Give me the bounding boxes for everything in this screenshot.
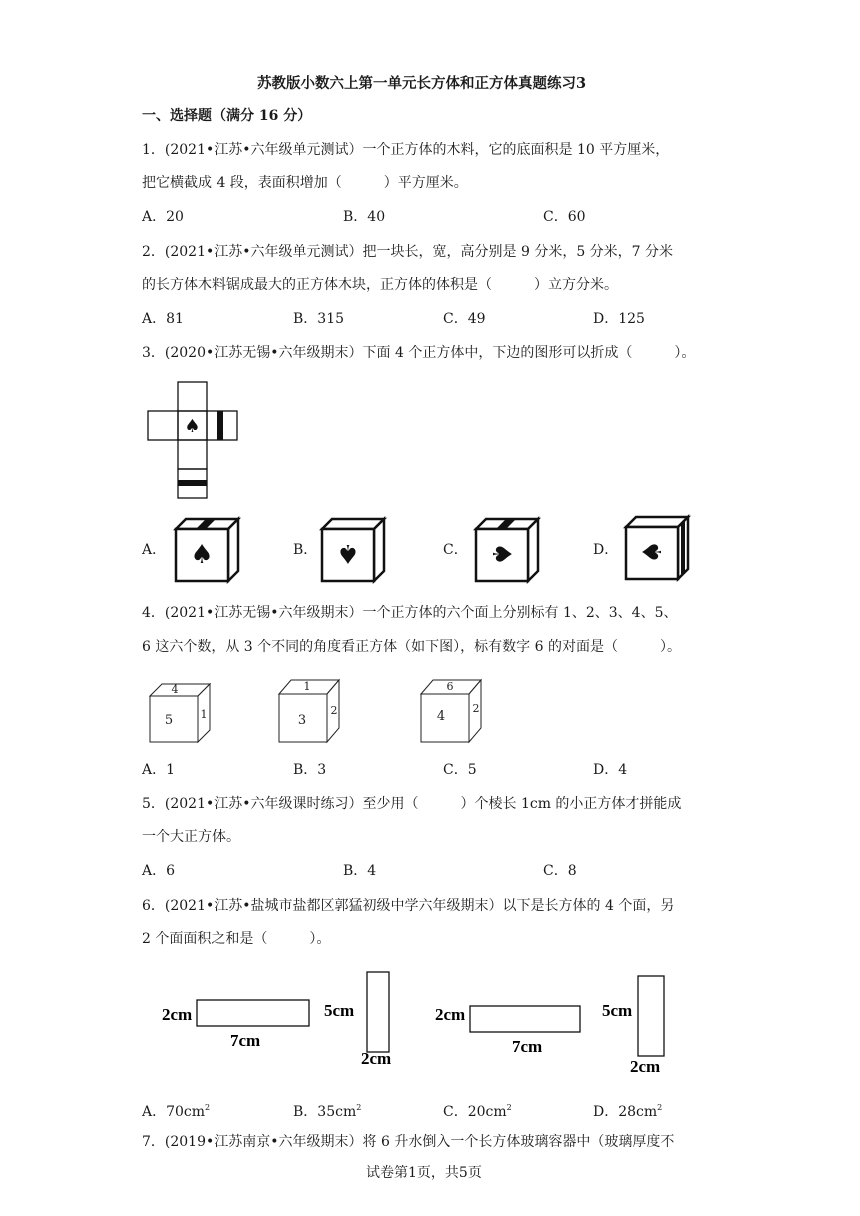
question-7-line-1: 7．(2019•江苏南京•六年级期末）将 6 升水倒入一个长方体玻璃容器中（玻璃厚度不: [142, 1134, 675, 1150]
question-2-line-1: 2．(2021•江苏•六年级单元测试）把一块长，宽，高分别是 9 分米，5 分米，7 分米: [142, 244, 674, 260]
cube-3-front-number: 4: [436, 709, 446, 724]
cube-1-top-number: 4: [171, 683, 179, 696]
cube-1-front-number: 5: [164, 713, 174, 728]
q3-cube-c: [472, 517, 540, 583]
question-1-line-2: 把它横截成 4 段，表面积增加（ ）平方厘米。: [142, 175, 468, 191]
q3-cube-a: [172, 517, 240, 583]
q3-cube-b: [318, 517, 386, 583]
q6-option-a[interactable]: A．$70cm^2$: [142, 1103, 211, 1120]
face-2x7-a: [197, 1000, 309, 1026]
q4-option-a[interactable]: A．1: [142, 762, 176, 778]
cube-2-front-number: 3: [297, 713, 307, 728]
cube-2-side-number: 2: [330, 704, 338, 717]
q2-option-b[interactable]: B．315: [293, 311, 345, 327]
q3-option-d[interactable]: D．: [593, 542, 619, 558]
svg-text:♠: ♠: [336, 538, 360, 568]
q3-option-c[interactable]: C．: [443, 542, 468, 558]
rectangle-faces-figure: [150, 966, 690, 1078]
q2-option-d[interactable]: D．125: [593, 311, 645, 327]
question-1-line-1: 1．(2021•江苏•六年级单元测试）一个正方体的木料，它的底面积是 10 平方厘米，: [142, 142, 670, 158]
number-cube-1: [148, 682, 214, 744]
label-2cm-a: 2cm: [162, 1005, 193, 1024]
q1-option-c[interactable]: C．60: [543, 209, 586, 225]
label-2cm-c: 2cm: [435, 1005, 466, 1024]
q5-option-a[interactable]: A．6: [142, 863, 176, 879]
q3-option-b[interactable]: B．: [293, 542, 318, 558]
page-footer: 试卷第1页，共5页: [366, 1165, 482, 1181]
q2-option-c[interactable]: C．49: [443, 311, 486, 327]
svg-text:♠: ♠: [486, 542, 516, 566]
face-5x2-b: [638, 976, 664, 1056]
q1-option-b[interactable]: B．40: [343, 209, 386, 225]
svg-text:♠: ♠: [190, 540, 214, 570]
number-cube-2: [277, 678, 343, 744]
q6-option-b[interactable]: B．$35cm^2$: [293, 1103, 362, 1120]
q3-option-a[interactable]: A．: [142, 542, 167, 558]
q4-option-b[interactable]: B．3: [293, 762, 327, 778]
question-6-line-2: 2 个面面积之和是（ ）。: [142, 931, 331, 947]
question-6-line-1: 6．(2021•江苏•盐城市盐都区郭猛初级中学六年级期末）以下是长方体的 4 个面，另: [142, 898, 675, 914]
svg-text:♠: ♠: [184, 416, 201, 437]
q6-option-c[interactable]: C．$20cm^2$: [443, 1103, 512, 1120]
q5-option-b[interactable]: B．4: [343, 863, 377, 879]
q3-cube-d: [622, 515, 692, 583]
q4-option-c[interactable]: C．5: [443, 762, 477, 778]
face-5x2-a: [367, 972, 389, 1052]
q2-option-a[interactable]: A．81: [142, 311, 184, 327]
label-5cm-b: 5cm: [602, 1001, 633, 1020]
label-7cm-a: 7cm: [230, 1031, 261, 1050]
cube-3-top-number: 6: [446, 680, 454, 693]
question-4-line-1: 4．(2021•江苏无锡•六年级期末）一个正方体的六个面上分别标有 1、2、3、4、5、: [142, 605, 678, 621]
question-3-line-1: 3．(2020•江苏无锡•六年级期末）下面 4 个正方体中，下边的图形可以折成（ ）。: [142, 345, 696, 361]
question-2-line-2: 的长方体木料锯成最大的正方体木块，正方体的体积是（ ）立方分米。: [142, 277, 618, 293]
face-2x7-b: [470, 1006, 580, 1032]
q1-option-a[interactable]: A．20: [142, 209, 184, 225]
question-5-line-2: 一个大正方体。: [142, 829, 240, 845]
page-title: 苏教版小数六上第一单元长方体和正方体真题练习3: [257, 75, 587, 92]
q4-option-d[interactable]: D．4: [593, 762, 628, 778]
section-heading: 一、选择题（满分 16 分）: [142, 108, 312, 124]
label-2cm-d: 2cm: [630, 1057, 661, 1076]
question-5-line-1: 5．(2021•江苏•六年级课时练习）至少用（ ）个棱长 1cm 的小正方体才拼能成: [142, 796, 682, 812]
question-4-line-2: 6 这六个数，从 3 个不同的角度看正方体（如下图），标有数字 6 的对面是（ ）。: [142, 639, 681, 655]
cube-net-figure: [148, 382, 240, 500]
cube-1-side-number: 1: [200, 708, 208, 721]
q5-option-c[interactable]: C．8: [543, 863, 577, 879]
label-5cm-a: 5cm: [324, 1001, 355, 1020]
cube-2-top-number: 1: [303, 680, 311, 693]
number-cube-3: [419, 678, 485, 744]
svg-text:♠: ♠: [638, 540, 668, 564]
cube-3-side-number: 2: [472, 702, 480, 715]
label-7cm-b: 7cm: [512, 1037, 543, 1056]
q6-option-d[interactable]: D．$28cm^2$: [593, 1103, 663, 1120]
label-2cm-b: 2cm: [361, 1049, 392, 1068]
